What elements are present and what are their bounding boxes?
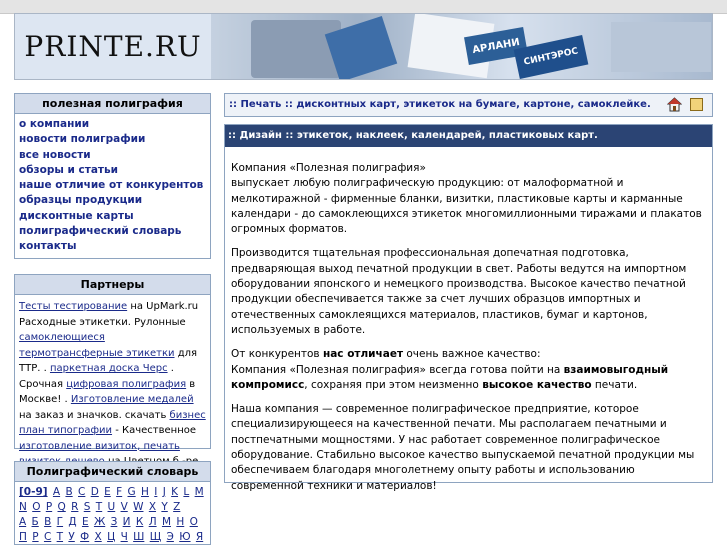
dictionary-letter[interactable]: [0-9]: [19, 486, 48, 498]
partners-body: [15, 295, 210, 489]
bookmark-icon[interactable]: [690, 98, 703, 111]
content-text: [225, 147, 712, 494]
dictionary-letter[interactable]: Э: [166, 531, 174, 543]
dictionary-letter[interactable]: Н: [176, 516, 185, 528]
dictionary-letter[interactable]: P: [45, 501, 53, 513]
dictionary-letter[interactable]: W: [133, 501, 144, 513]
banner-tag-2: СИНТЭРОС: [514, 35, 589, 79]
menu-item-dictionary[interactable]: полиграфический словарь: [19, 225, 182, 238]
dictionary-letter[interactable]: B: [65, 486, 73, 498]
partner-link-digital-print[interactable]: цифровая полиграфия: [66, 378, 187, 390]
dictionary-letter[interactable]: Ч: [120, 531, 128, 543]
partner-text: в Москве! .: [19, 378, 196, 405]
dictionary-letter[interactable]: Х: [94, 531, 102, 543]
dictionary-letter[interactable]: К: [135, 516, 144, 528]
content-text-span: выпускает любую полиграфическую продукцию: от малоформатной и мелкотиражной - фирменные бланки, визитки, пластиковые карты и карманные календари - до самоклеющихся этикеток многомиллионными тиражами и плакатов огромных форматов.: [231, 177, 702, 236]
dictionary-letter[interactable]: K: [171, 486, 179, 498]
top-bar: [0, 0, 727, 14]
content-company-line: Компания «Полезная полиграфия»: [231, 162, 426, 174]
dictionary-letter[interactable]: D: [90, 486, 99, 498]
partner-link-parquet[interactable]: паркетная доска Черс: [49, 363, 168, 374]
dictionary-letter[interactable]: G: [127, 486, 136, 498]
banner-tag-1: АРЛАНИ: [464, 27, 528, 65]
dictionary-letter[interactable]: П: [19, 531, 27, 543]
dictionary-letter[interactable]: Ф: [80, 531, 90, 543]
dictionary-latin-row: [19, 485, 206, 515]
dictionary-letter[interactable]: Ж: [93, 516, 106, 528]
dictionary-letter[interactable]: О: [189, 516, 198, 528]
partner-link-medals[interactable]: Изготовление медалей: [70, 394, 194, 405]
dictionary-letter[interactable]: J: [162, 486, 166, 498]
partner-text: на UpMark.ru: [127, 301, 199, 312]
partner-link-business-plan[interactable]: бизнес план типографии: [19, 409, 206, 436]
main-menu-title: полезная полиграфия: [15, 94, 210, 114]
main-menu: [14, 93, 211, 259]
home-icon[interactable]: [667, 97, 682, 112]
dictionary-letter[interactable]: F: [116, 486, 123, 498]
dictionary-letter[interactable]: Ц: [107, 531, 116, 543]
dictionary-letter[interactable]: Y: [161, 501, 168, 513]
dictionary-letter[interactable]: O: [32, 501, 41, 513]
content-text-span: печати.: [591, 378, 638, 391]
banner-printer: [611, 22, 711, 72]
menu-item-about[interactable]: о компании: [19, 118, 90, 130]
dictionary-letter[interactable]: S: [83, 501, 91, 513]
content-text-span: Компания «Полезная полиграфия» всегда готова пойти на: [231, 363, 564, 376]
main-content: [224, 124, 713, 492]
menu-item-contacts[interactable]: контакты: [19, 240, 77, 253]
dictionary-title: Полиграфический словарь: [15, 462, 210, 482]
dictionary-letter[interactable]: M: [194, 486, 204, 498]
partners-box: [14, 274, 211, 452]
menu-item-discount-cards[interactable]: дисконтные карты: [19, 209, 134, 222]
content-paragraph: Наша компания — современное полиграфическое предприятие, которое специализирующееся на качественной печати. Мы располагаем печатными и постпечатными мощностями. У нас работает современное полиграфическое оборудование. Стабильно высокое качество выпускаемой печатной продукции мы обеспечиваем благодаря многолетнему опыту работы и использованию современной техники и материалов!: [231, 403, 695, 492]
partner-text: - Качественное: [112, 425, 197, 436]
dictionary-letter[interactable]: В: [44, 516, 52, 528]
dictionary-letter[interactable]: L: [183, 486, 190, 498]
partner-link-business-cards[interactable]: изготовление визиток, печать: [19, 440, 180, 452]
breadcrumb-text: :: Печать :: дисконтных карт, этикеток на бумаге, картоне, самоклейке.: [229, 99, 651, 110]
menu-item-all-news[interactable]: все новости: [19, 148, 91, 161]
breadcrumb: [224, 93, 713, 117]
partner-link-tests[interactable]: Тесты тестирование: [19, 301, 128, 312]
dictionary-letter[interactable]: Ш: [133, 531, 145, 543]
dictionary-letter[interactable]: N: [19, 501, 27, 513]
partners-title: Партнеры: [15, 275, 210, 295]
site-header: [14, 13, 713, 80]
dictionary-letter[interactable]: R: [71, 501, 79, 513]
dictionary-letter[interactable]: С: [43, 531, 52, 543]
content-text-span: очень важное качество:: [403, 348, 541, 361]
content-text-span: От конкурентов: [231, 348, 323, 361]
dictionary-letter[interactable]: У: [68, 531, 75, 543]
dictionary-letter[interactable]: C: [78, 486, 86, 498]
menu-item-difference[interactable]: наше отличие от конкурентов: [19, 179, 204, 192]
dictionary-letter[interactable]: А: [19, 516, 27, 528]
partner-text: Расходные этикетки. Рулонные: [19, 316, 186, 328]
dictionary-letter[interactable]: I: [154, 486, 158, 498]
dictionary-letter[interactable]: З: [110, 516, 118, 528]
content-bold: взаимовыгодный компромисс: [231, 363, 669, 391]
dictionary-letter[interactable]: E: [104, 486, 111, 498]
site-logo[interactable]: PRINTE.RU: [15, 14, 211, 79]
dictionary-letter[interactable]: Щ: [149, 531, 162, 543]
content-bold: нас отличает: [322, 348, 404, 361]
dictionary-letter[interactable]: Q: [57, 501, 66, 513]
dictionary-cyrillic-row: [19, 515, 206, 545]
dictionary-letter[interactable]: T: [95, 501, 103, 513]
menu-item-samples[interactable]: образцы продукции: [19, 194, 143, 207]
dictionary-letter[interactable]: Г: [56, 516, 64, 528]
content-text-span: , сохраняя при этом неизменно: [304, 378, 483, 391]
partner-link-labels[interactable]: самоклеющиеся термотрансферные этикетки: [19, 332, 175, 359]
content-paragraph: Производится тщательная профессиональная допечатная подготовка, предваряющая выход печатной продукции в свет. Работы ведутся на импортном оборудовании японского и немецкого производства. Высокое качество печатной продукции обеспечивается также за счет лучших образцов импортных и отечественных самоклеящихся материалов, пластиков, бумаг и картонов, используемых в работе.: [231, 247, 687, 336]
menu-item-articles[interactable]: обзоры и статьи: [19, 163, 119, 176]
content-paragraph: [231, 347, 706, 393]
dictionary-letter[interactable]: Л: [148, 516, 157, 528]
dictionary-letter[interactable]: U: [107, 501, 116, 513]
dictionary-letter[interactable]: Z: [173, 501, 181, 513]
dictionary-letter[interactable]: V: [120, 501, 128, 513]
partner-text: на заказ и значков. скачать: [19, 409, 170, 421]
partner-text: для ТТР. .: [19, 347, 198, 374]
dictionary-letter[interactable]: Д: [68, 516, 77, 528]
content-paragraph: [231, 161, 706, 237]
dictionary-letter[interactable]: X: [148, 501, 157, 513]
header-banner: [211, 14, 712, 79]
dictionary-letter[interactable]: Б: [31, 516, 39, 528]
dictionary-letter[interactable]: H: [141, 486, 149, 498]
main-menu-list: [15, 114, 210, 258]
dictionary-letters: [15, 482, 210, 548]
dictionary-letter[interactable]: Р: [32, 531, 39, 543]
dictionary-letter[interactable]: Т: [56, 531, 64, 543]
content-bold: высокое качество: [482, 378, 592, 391]
content-title: :: Дизайн :: этикеток, наклеек, календарей, пластиковых карт.: [225, 125, 712, 147]
dictionary-letter[interactable]: Е: [81, 516, 89, 528]
dictionary-letter[interactable]: М: [161, 516, 171, 528]
dictionary-letter[interactable]: И: [122, 516, 131, 528]
partner-text: . Срочная: [19, 363, 174, 390]
dictionary-letter[interactable]: Ю: [179, 531, 191, 543]
banner-machine: [251, 20, 341, 78]
dictionary-letter[interactable]: A: [52, 486, 61, 498]
menu-item-news[interactable]: новости полиграфии: [19, 133, 146, 146]
dictionary-letter[interactable]: Я: [195, 531, 204, 543]
dictionary-box: [14, 461, 211, 545]
